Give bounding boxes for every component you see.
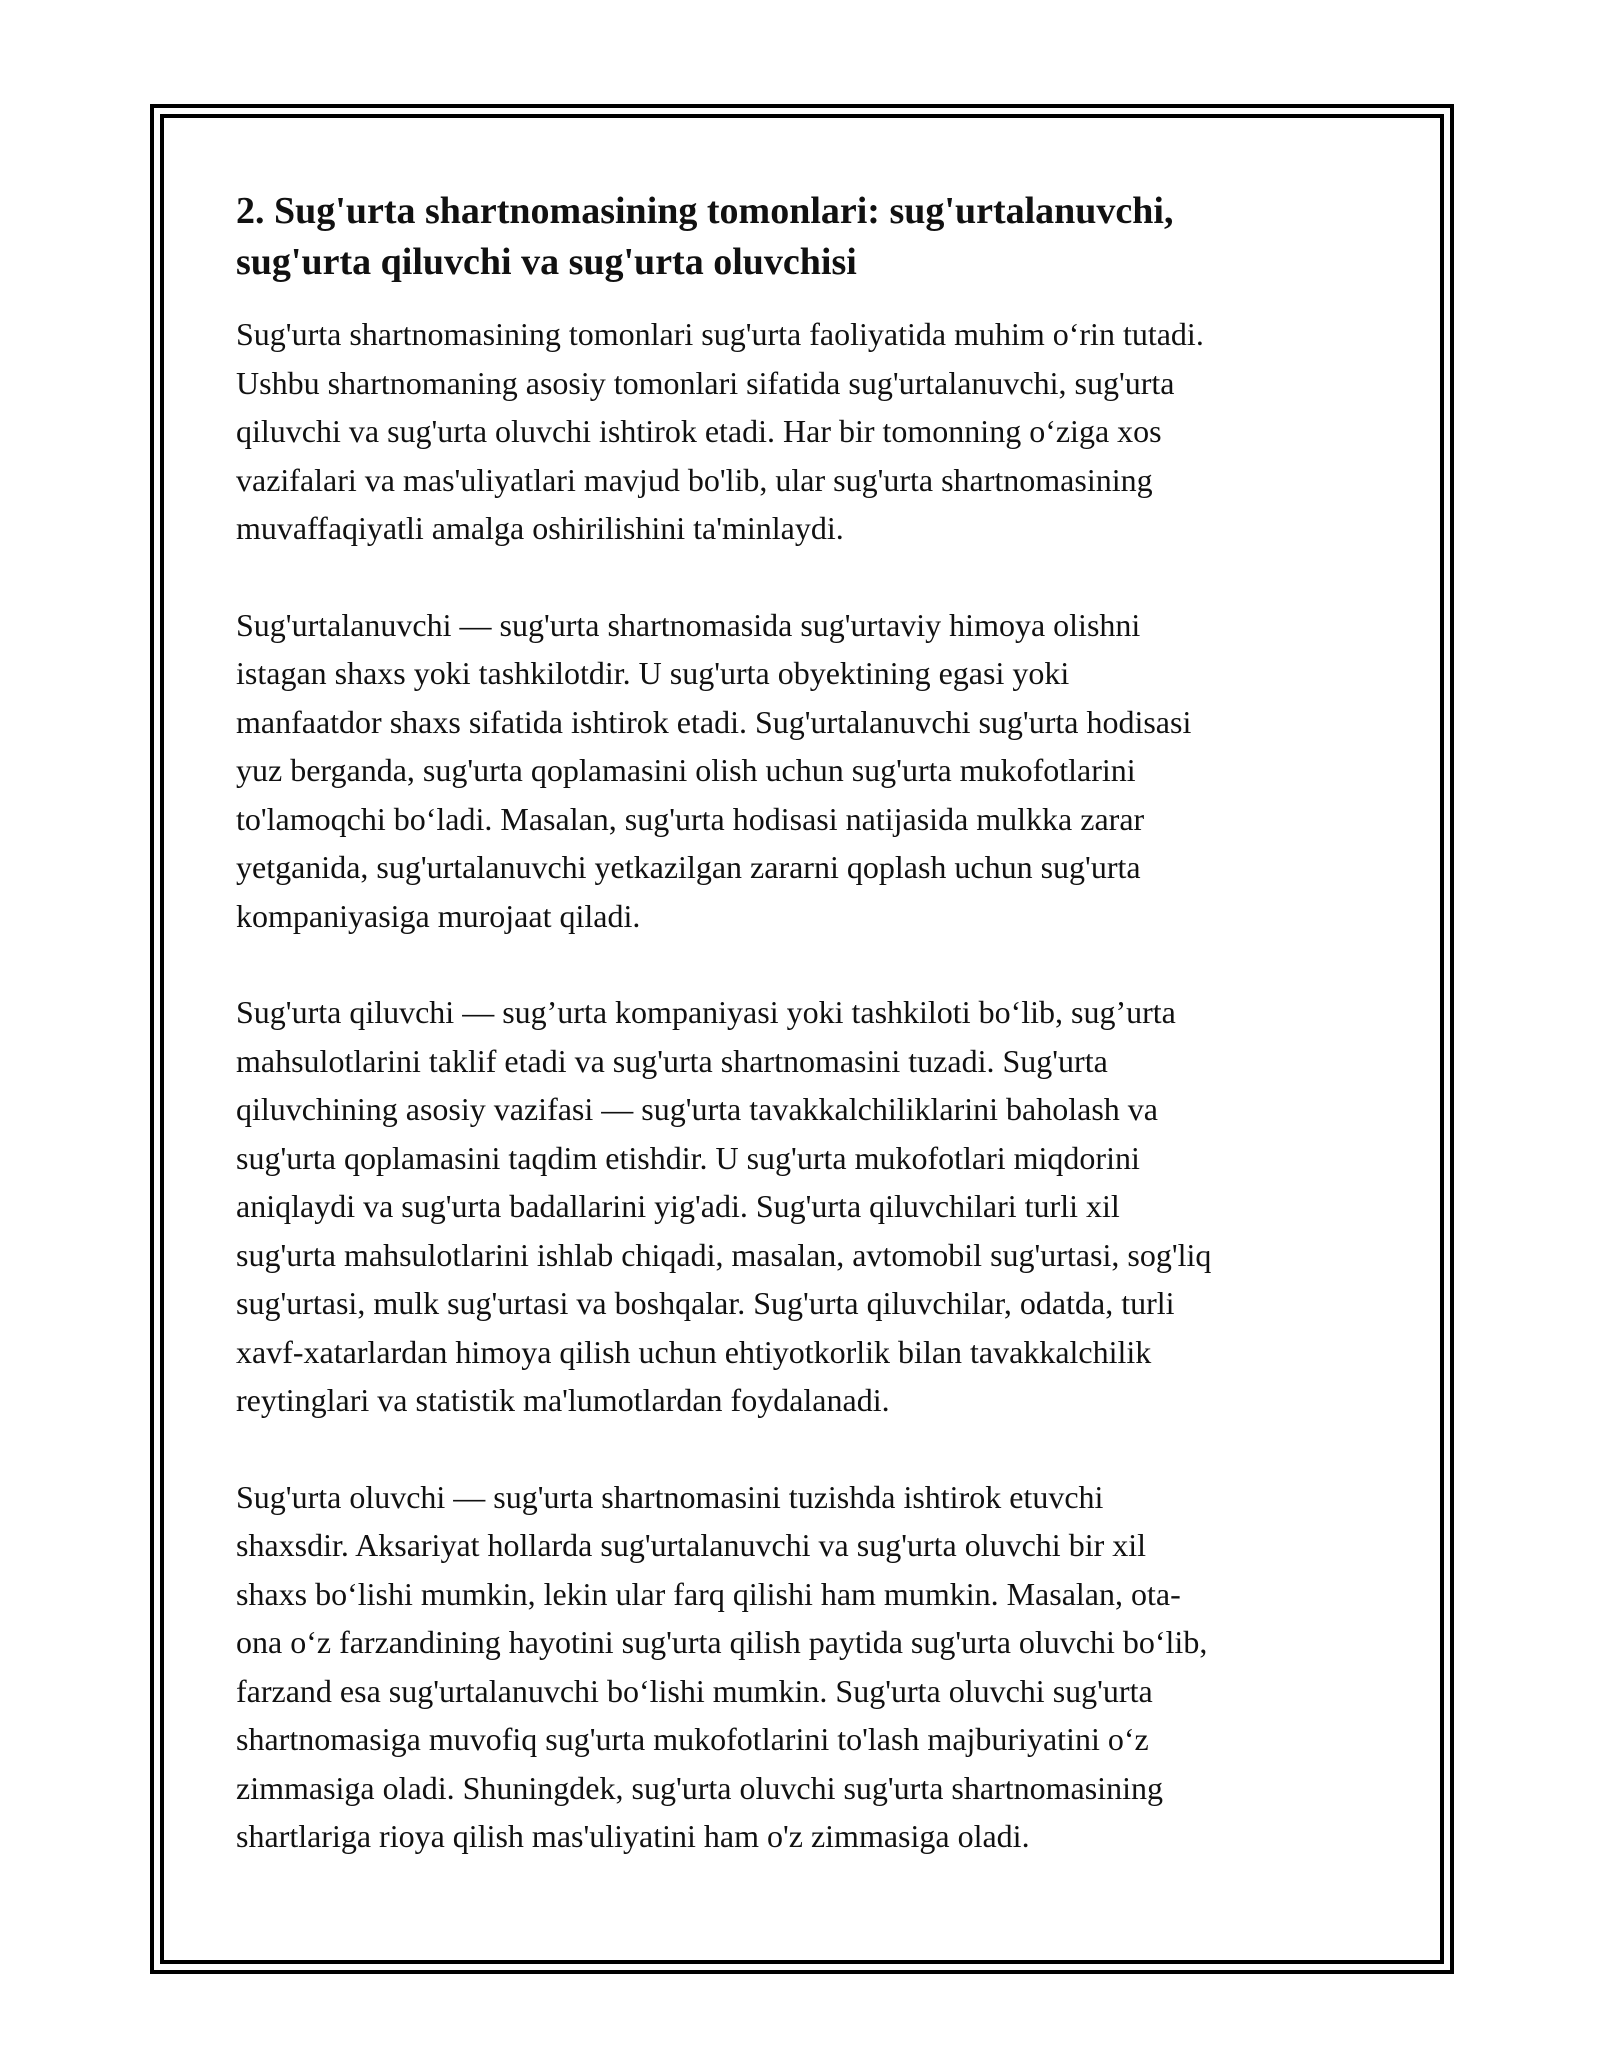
paragraph-line: sug'urtasi, mulk sug'urtasi va boshqalar. Sug'urta qiluvchilar, odatda, turli (236, 1285, 1175, 1321)
paragraph-line: manfaatdor shaxs sifatida ishtirok etadi. Sug'urtalanuvchi sug'urta hodisasi (236, 703, 1192, 740)
paragraph-line: aniqlaydi va sug'urta badallarini yig'adi. Sug'urta qiluvchilari turli xil (236, 1188, 1120, 1224)
paragraph-line: to'lamoqchi bo‘ladi. Masalan, sug'urta hodisasi natijasida mulkka zarar (236, 800, 1145, 837)
paragraph-line: mahsulotlarini taklif etadi va sug'urta shartnomasini tuzadi. Sug'urta (236, 1042, 1108, 1079)
paragraph-line: muvaffaqiyatli amalga oshirilishini ta'minlaydi. (236, 510, 844, 546)
paragraph (236, 988, 1386, 1425)
paragraph-line: ona o‘z farzandining hayotini sug'urta qilish paytida sug'urta oluvchi bo‘lib, (236, 1624, 1208, 1660)
paragraph-line: Sug'urta qiluvchi — sug’urta kompaniyasi yoki tashkiloti bo‘lib, sug’urta (236, 994, 1176, 1030)
section-title (236, 186, 1386, 288)
paragraph-line: shaxsdir. Aksariyat hollarda sug'urtalanuvchi va sug'urta oluvchi bir xil (236, 1527, 1147, 1563)
paragraph-line: reytinglari va statistik ma'lumotlardan foydalanadi. (236, 1382, 890, 1418)
paragraph-line: shartlariga rioya qilish mas'uliyatini ham o'z zimmasiga oladi. (236, 1818, 1030, 1854)
paragraph-line: Ushbu shartnomaning asosiy tomonlari sifatida sug'urtalanuvchi, sug'urta (236, 364, 1175, 401)
paragraph (236, 601, 1386, 941)
paragraph-line: sug'urta qoplamasini taqdim etishdir. U sug'urta mukofotlari miqdorini (236, 1139, 1140, 1176)
paragraph-line: qiluvchining asosiy vazifasi — sug'urta tavakkalchiliklarini baholash va (236, 1091, 1158, 1127)
paragraph-line: istagan shaxs yoki tashkilotdir. U sug'urta obyektining egasi yoki (236, 655, 1070, 691)
paragraph-line: Sug'urta shartnomasining tomonlari sug'urta faoliyatida muhim o‘rin tutadi. (236, 316, 1204, 352)
paragraph-line: yuz berganda, sug'urta qoplamasini olish uchun sug'urta mukofotlarini (236, 752, 1136, 788)
document-body (236, 186, 1386, 1861)
paragraph-list (236, 310, 1386, 1861)
section-title-line: sug'urta qiluvchi va sug'urta oluvchisi (236, 241, 857, 283)
section-title-line: 2. Sug'urta shartnomasining tomonlari: sug'urtalanuvchi, (236, 190, 1174, 232)
paragraph-line: sug'urta mahsulotlarini ishlab chiqadi, masalan, avtomobil sug'urtasi, sog'liq (236, 1236, 1212, 1273)
paragraph-line: shaxs bo‘lishi mumkin, lekin ular farq qilishi ham mumkin. Masalan, ota- (236, 1575, 1181, 1612)
paragraph-line: Sug'urta oluvchi — sug'urta shartnomasini tuzishda ishtirok etuvchi (236, 1478, 1104, 1515)
paragraph (236, 1473, 1386, 1861)
paragraph-line: xavf-xatarlardan himoya qilish uchun ehtiyotkorlik bilan tavakkalchilik (236, 1333, 1152, 1370)
paragraph-line: vazifalari va mas'uliyatlari mavjud bo'lib, ular sug'urta shartnomasining (236, 461, 1153, 498)
paragraph (236, 310, 1386, 553)
paragraph-line: shartnomasiga muvofiq sug'urta mukofotlarini to'lash majburiyatini o‘z (236, 1721, 1149, 1757)
paragraph-line: farzand esa sug'urtalanuvchi bo‘lishi mumkin. Sug'urta oluvchi sug'urta (236, 1672, 1153, 1709)
paragraph-line: Sug'urtalanuvchi — sug'urta shartnomasida sug'urtaviy himoya olishni (236, 606, 1141, 643)
paragraph-line: yetganida, sug'urtalanuvchi yetkazilgan zararni qoplash uchun sug'urta (236, 849, 1141, 885)
paragraph-line: zimmasiga oladi. Shuningdek, sug'urta oluvchi sug'urta shartnomasining (236, 1769, 1163, 1806)
paragraph-line: kompaniyasiga murojaat qiladi. (236, 897, 641, 934)
paragraph-line: qiluvchi va sug'urta oluvchi ishtirok etadi. Har bir tomonning o‘ziga xos (236, 413, 1162, 449)
